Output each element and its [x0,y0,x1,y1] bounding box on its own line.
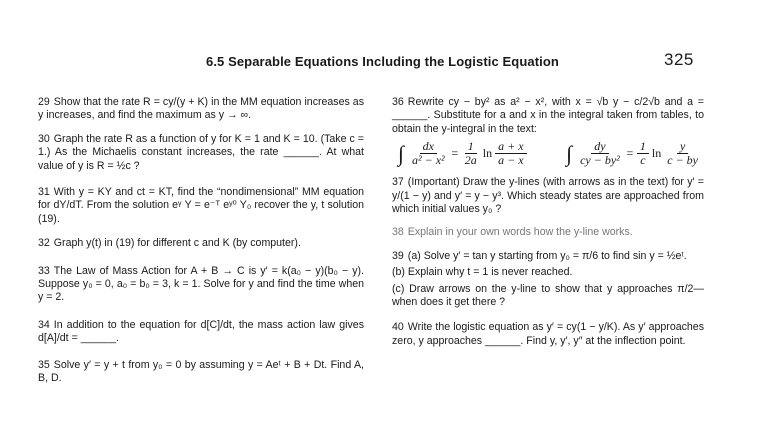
problem-text: (Important) Draw the y-lines (with arrows as in the text) for y′ = y/(1 − y) and y′ = y − y³. Which steady states are approached from which initial values y₀ ? [392,176,704,216]
problem-text: Rewrite cy − by² as a² − x², with x = √b y − c/2√b and a = ______. Substitute for a and x in the integral taken from tables, to obtain the y-integral in the text: [392,96,704,135]
page-number: 325 [664,50,694,69]
problem-35 [38,359,364,386]
left-column [38,96,364,386]
problem-text: Explain in your own words how the y-line works. [407,226,633,239]
problem-text: In addition to the equation for d[C]/dt, the mass action law gives d[A]/dt = ______. [38,318,364,345]
right-column [392,96,704,348]
fraction: $\frac{dx}{\text{a² − x²}}$ [412,139,445,168]
problem-number: 39 [392,249,404,262]
problem-30 [38,133,364,173]
problem-text: Graph the rate R as a function of y for K = 1 and K = 10. (Take c = 1.) As the Michaelis constant increases, the rate ______. At what value of y is R = ½c ? [38,132,364,172]
problem-39 [392,250,704,310]
problem-number: 37 [392,176,404,189]
problem-number: 36 [392,96,404,108]
problem-number: 34 [38,318,50,331]
formula-right [566,140,704,167]
problem-number: 30 [38,132,50,145]
problem-37 [392,176,704,216]
problem-number: 33 [38,264,50,277]
problem-text: With y = KY and ct = KT, find the “nondimensional” MM equation for dY/dT. From the solution eᵞ Y = e⁻ᵀ eʸ⁰ Y₀ recover the y, t solution (19). [38,186,364,225]
problem-number: 40 [392,321,404,334]
problem-text: Write the logistic equation as y′ = cy(1 − y/K). As y′ approaches zero, y approaches ______. Find y, y′, y″ at the inflection point. [392,321,704,347]
problem-text: Show that the rate R = cy/(y + K) in the MM equation increases as y increases, and find the maximum as y → ∞. [38,96,364,122]
fraction: $\frac{a + x}{a - x}$ [495,140,526,167]
problem-number: 38 [392,226,404,239]
problem-number: 35 [38,358,50,371]
fraction: $\frac{y}{c - by}$ [667,139,698,168]
ln-label: ln [482,146,493,161]
problem-part-b: (b) Explain why t = 1 is never reached. [392,266,573,279]
problem-text: Graph y(t) in (19) for different c and K (by computer). [53,237,301,250]
problem-36 [392,96,704,136]
problem-number: 29 [38,96,50,108]
problem-text: Solve y′ = y + t from y₀ = 0 by assuming y = Aeᵗ + B + Dt. Find A, B, D. [38,358,364,385]
problem-number: 31 [38,186,50,199]
problem-text: The Law of Mass Action for A + B → C is y′ = k(a₀ − y)(b₀ − y). Suppose y₀ = 0, a₀ = b₀ = 3, k = 1. Solve for y and find the time when y = 2. [38,264,364,304]
fraction: $\frac{1}{2a}$ [464,139,477,168]
problem-31 [38,186,364,226]
formula-left [398,140,530,167]
problem-34 [38,319,364,346]
problem-32 [38,237,364,250]
section-title: 6.5 Separable Equations Including the Logistic Equation [206,54,559,69]
ln-label: ln [651,146,662,161]
integral-formula [398,140,704,167]
problem-number: 32 [38,237,50,250]
problem-38 [392,226,704,239]
equals-sign: = [450,146,459,161]
fraction: $\frac{1}{c}$ [637,140,649,167]
integral-sign: ∫ [566,140,573,166]
problem-33 [38,265,364,305]
fraction: $\frac{dy}{\text{cy − by²}}$ [580,139,620,168]
equals-sign: = [625,146,634,161]
problem-40 [392,321,704,348]
integral-sign: ∫ [398,140,405,166]
problem-29 [38,96,364,123]
problem-part-a: (a) Solve y′ = tan y starting from y₀ = π/6 to find sin y = ½eᵗ. [407,249,687,262]
problem-part-c: (c) Draw arrows on the y-line to show that y approaches π/2—when does it get there ? [392,282,704,309]
